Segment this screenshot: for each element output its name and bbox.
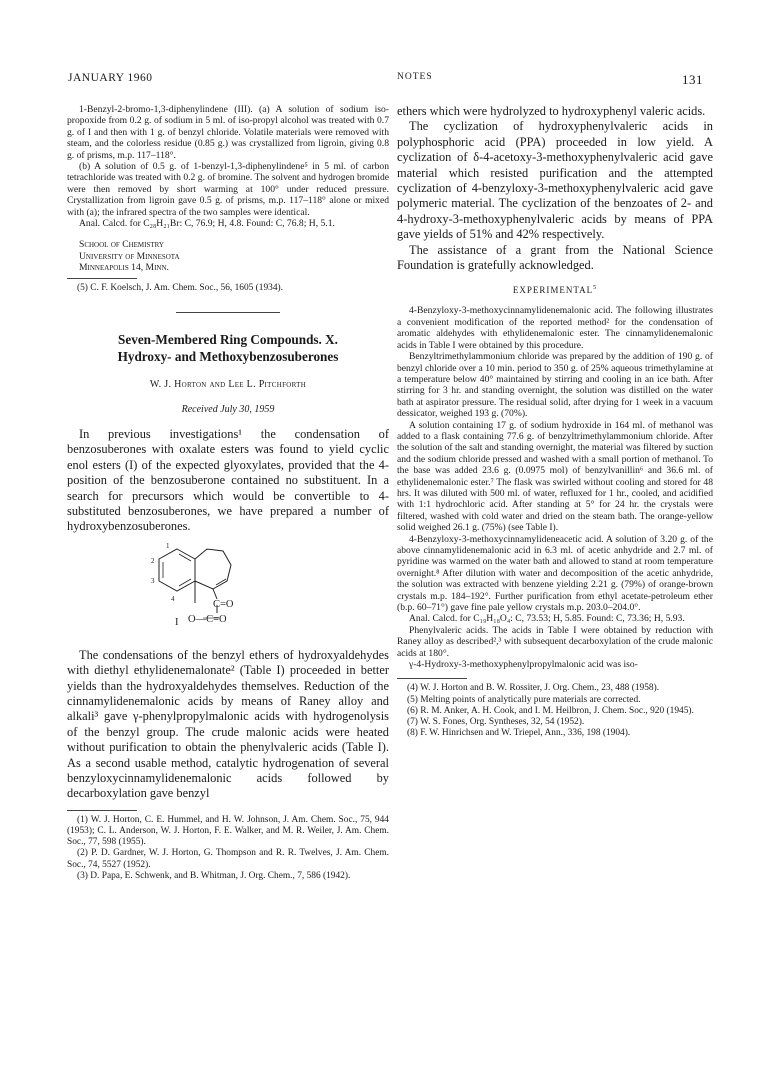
experimental-paragraph: γ-4-Hydroxy-3-methoxyphenylpropylmalonic acid was iso-: [409, 659, 638, 671]
experimental-paragraph: Phenylvaleric acids. The acids in Table I were obtained by reduction with Raney alloy as described²,³ with subsequent decarboxylation of the crude malonic acids at 180°.: [397, 624, 713, 659]
ester-label: O—C=O: [188, 613, 227, 625]
analysis-line: Anal. Calcd. for C₂₈H₂₁Br: C, 76.9; H, 4.8. Found: C, 76.8; H, 5.1.: [79, 218, 335, 230]
received-date: Received July 30, 1959: [181, 403, 275, 415]
cycloheptene-ring: [195, 549, 231, 589]
section-heading-footnote-mark: 5: [593, 285, 598, 292]
experimental-paragraph: Benzyltrimethylammonium chloride was prepared by the addition of 190 g. of benzyl chloride over a 10 min. period to 350 g. of 25% aqueous trimethylamine at a temperature below 40° maintained by stirring and cooling in an ice bath. After stirring for 3 hr. and standing overnight, the solution was distilled on the water bath at aspirator pressure. The residual solid, after drying for 1 week in a vacuum dessicator, weighed 193 g. (70%).: [397, 351, 713, 420]
footnote: (1) W. J. Horton, C. E. Hummel, and H. W. Johnson, J. Am. Chem. Soc., 75, 944 (1953); C. L. Anderson, W. J. Horton, F. E. Walker, and M. R. Weiler, J. Am. Chem. Soc., 77, 598 (1955).: [67, 814, 389, 848]
footnote: (5) Melting points of analytically pure materials are corrected.: [407, 694, 641, 705]
intro-paragraph: In previous investigations¹ the condensation of benzosuberones with oxalate esters was found to yield cyclic enol esters (I) of the expected glyoxylates, provided that the 4-position of the benzosuberone contained no substituent. In a search for precursors which would be convertible to 4-substituted benzosuberones, we have prepared a number of hydroxybenzosuberones.: [67, 426, 389, 534]
benzene-double-bond: [179, 579, 191, 586]
prep-paragraph-b: (b) A solution of 0.5 g. of 1-benzyl-1,3-diphenylindene⁵ in 5 ml. of carbon tetrachloride was treated with 0.2 g. of bromine. The solvent and hydrogen bromide were then removed by short warming at 100° under reduced pressure. Crystallization from ligroin gave 0.5 g. of prisms, m.p. 117–118° alone or mixed with (a); the infrared spectra of the two samples were identical.: [67, 161, 389, 218]
affiliation-line: School of Chemistry: [79, 239, 164, 251]
footnote: (2) P. D. Gardner, W. J. Horton, G. Thompson and R. R. Twelves, J. Am. Chem. Soc., 74, 5527 (1952).: [67, 848, 389, 870]
experimental-paragraph: A solution containing 17 g. of sodium hydroxide in 164 ml. of methanol was added to a flask containing 77.6 g. of benzyltrimethylammonium chloride. After the solution of the salt and standing overnight, the material was filtered by suction and the sodium chloride pressed and washed with a small portion of methanol. To the base was added 23.6 g. (0.0975 mol) of benzylvanillin⁶ and 36.6 ml. of ethylidenemalonic ester.⁷ The flask was swirled without cooling and stored for 48 hrs. It was diluted with 500 ml. of water, refluxed for 1 hr., cooled, and acidified with 1:1 hydrochloric acid. After standing at 5° for 24 hr. the crystals were filtered, washed with cold water and dried on the steam bath. The orange-yellow solid weighed 26.1 g. (75%) (see Table I).: [397, 419, 713, 534]
experimental-paragraph: 4-Benzyloxy-3-methoxycinnamylideneacetic acid. A solution of 3.20 g. of the above cinnamylidenemalonic acid in 6.3 ml. of acetic anhydride and 2.7 ml. of pyridine was warmed on the water bath and allowed to stand at room temperature overnight.⁸ After dilution with water and decomposition of the acetic anhydride, the solution was extracted with benzene yielding 2.21 g. (79%) of orange-brown crystals m.p. 184–192°. Further purification from ethyl acetate-petroleum ether (b.p. 60–71°) gave fine pale yellow crystals m.p. 203.0–204.0°.: [397, 533, 713, 614]
article-separator: [176, 312, 280, 313]
bond: [213, 589, 217, 599]
footnote: (5) C. F. Koelsch, J. Am. Chem. Soc., 56, 1605 (1934).: [77, 282, 284, 293]
affiliation-block: [67, 239, 389, 273]
body-paragraph: The cyclization of hydroxyphenylvaleric acids in polyphosphoric acid (PPA) proceeded in low yield. A cyclization of δ-4-acetoxy-3-methoxyphenylvaleric acid gave material which resisted purification and the attempted cyclization of 4-benzyloxy-3-methoxyphenylvaleric acid gave polymeric material. The cyclization of the benzoates of 2- and 4-hydroxy-3-methoxyphenylvaleric acids by means of PPA gave yields of 51% and 42% respectively.: [397, 119, 713, 242]
footnote: (4) W. J. Horton and B. W. Rossiter, J. Org. Chem., 23, 488 (1958).: [407, 683, 660, 694]
footnote-rule: [67, 810, 137, 811]
article-title-line: Hydroxy- and Methoxybenzosuberones: [117, 348, 339, 364]
structure-diagram-I: [67, 541, 389, 627]
position-number: 2: [151, 556, 155, 565]
experimental-paragraph: 4-Benzyloxy-3-methoxycinnamylidenemalonic acid. The following illustrates a convenient modification of the reported method² for the condensation of aromatic aldehydes with ethylidenemalonic ester. The cinnamylidenemalonic acids in Table I were obtained by this procedure.: [397, 305, 713, 351]
compound-label: I: [175, 616, 179, 627]
running-header-date: JANUARY 1960: [68, 72, 153, 84]
section-heading-experimental: [397, 285, 713, 295]
footnote: (8) F. W. Hinrichsen and W. Triepel, Ann., 336, 198 (1904).: [407, 728, 631, 739]
position-number: 4: [171, 594, 175, 603]
footnote: (3) D. Papa, E. Schwenk, and B. Whitman, J. Org. Chem., 7, 586 (1942).: [77, 870, 351, 881]
footnote-rule: [67, 278, 137, 279]
analysis-line: Anal. Calcd. for C₁₉H₁₈O₄: C, 73.53; H, 5.85. Found: C, 73.36; H, 5.93.: [409, 613, 685, 625]
right-column: [397, 104, 713, 739]
footnote-rule: [397, 678, 467, 679]
article-title-line: Seven-Membered Ring Compounds. X.: [118, 331, 338, 347]
section-heading-text: EXPERIMENTAL: [512, 285, 594, 296]
article-authors: W. J. Horton and Lee L. Pitchforth: [149, 378, 307, 390]
body-paragraph: The condensations of the benzyl ethers of hydroxyaldehydes with diethyl ethylidenemalonate² (Table I) proceeded in better yields than the hydroxyaldehydes themselves. Reduction of the cinnamylidenemalonic acids by means of Raney alloy and alkali³ gave γ-phenylpropylmalonic acids with hydrogenolysis of the benzyl group. The crude malonic acids were heated without purification to obtain the phenylvaleric acids (Table I). As a second usable method, catalytic hydrogenation of several benzyloxycinnamylidenemalonic acids followed by decarboxylation gave benzyl: [67, 647, 389, 801]
benzene-ring: [159, 549, 195, 591]
running-header-section: NOTES: [397, 72, 433, 82]
acknowledgment-paragraph: The assistance of a grant from the National Science Foundation is gratefully acknowledged.: [397, 242, 713, 273]
affiliation-line: University of Minnesota: [79, 250, 180, 262]
carbonyl-label: C=O: [213, 598, 234, 610]
affiliation-line: Minneapolis 14, Minn.: [79, 262, 169, 274]
article-title: [67, 331, 389, 365]
position-number: 3: [151, 576, 155, 585]
footnote: (6) R. M. Anker, A. H. Cook, and I. M. Heilbron, J. Chem. Soc., 920 (1945).: [407, 705, 694, 716]
footnote: (7) W. S. Fones, Org. Syntheses, 32, 54 (1952).: [407, 717, 585, 728]
page-number: 131: [682, 72, 703, 87]
prep-paragraph-a: 1-Benzyl-2-bromo-1,3-diphenylindene (III). (a) A solution of sodium iso-propoxide from 0.2 g. of sodium in 5 ml. of iso-propyl alcohol was treated with 0.7 g. of I and then with 1 g. of benzyl chloride. Volatile materials were removed with steam, and the colorless residue (0.85 g.) was crystallized from ligroin, giving 0.8 g. of prisms, m.p. 117–118°.: [67, 104, 389, 161]
body-paragraph-continued: ethers which were hydrolyzed to hydroxyphenyl valeric acids.: [397, 104, 706, 118]
left-column: [67, 104, 389, 882]
position-number: 1: [166, 541, 170, 550]
benzene-double-bond: [179, 554, 191, 561]
